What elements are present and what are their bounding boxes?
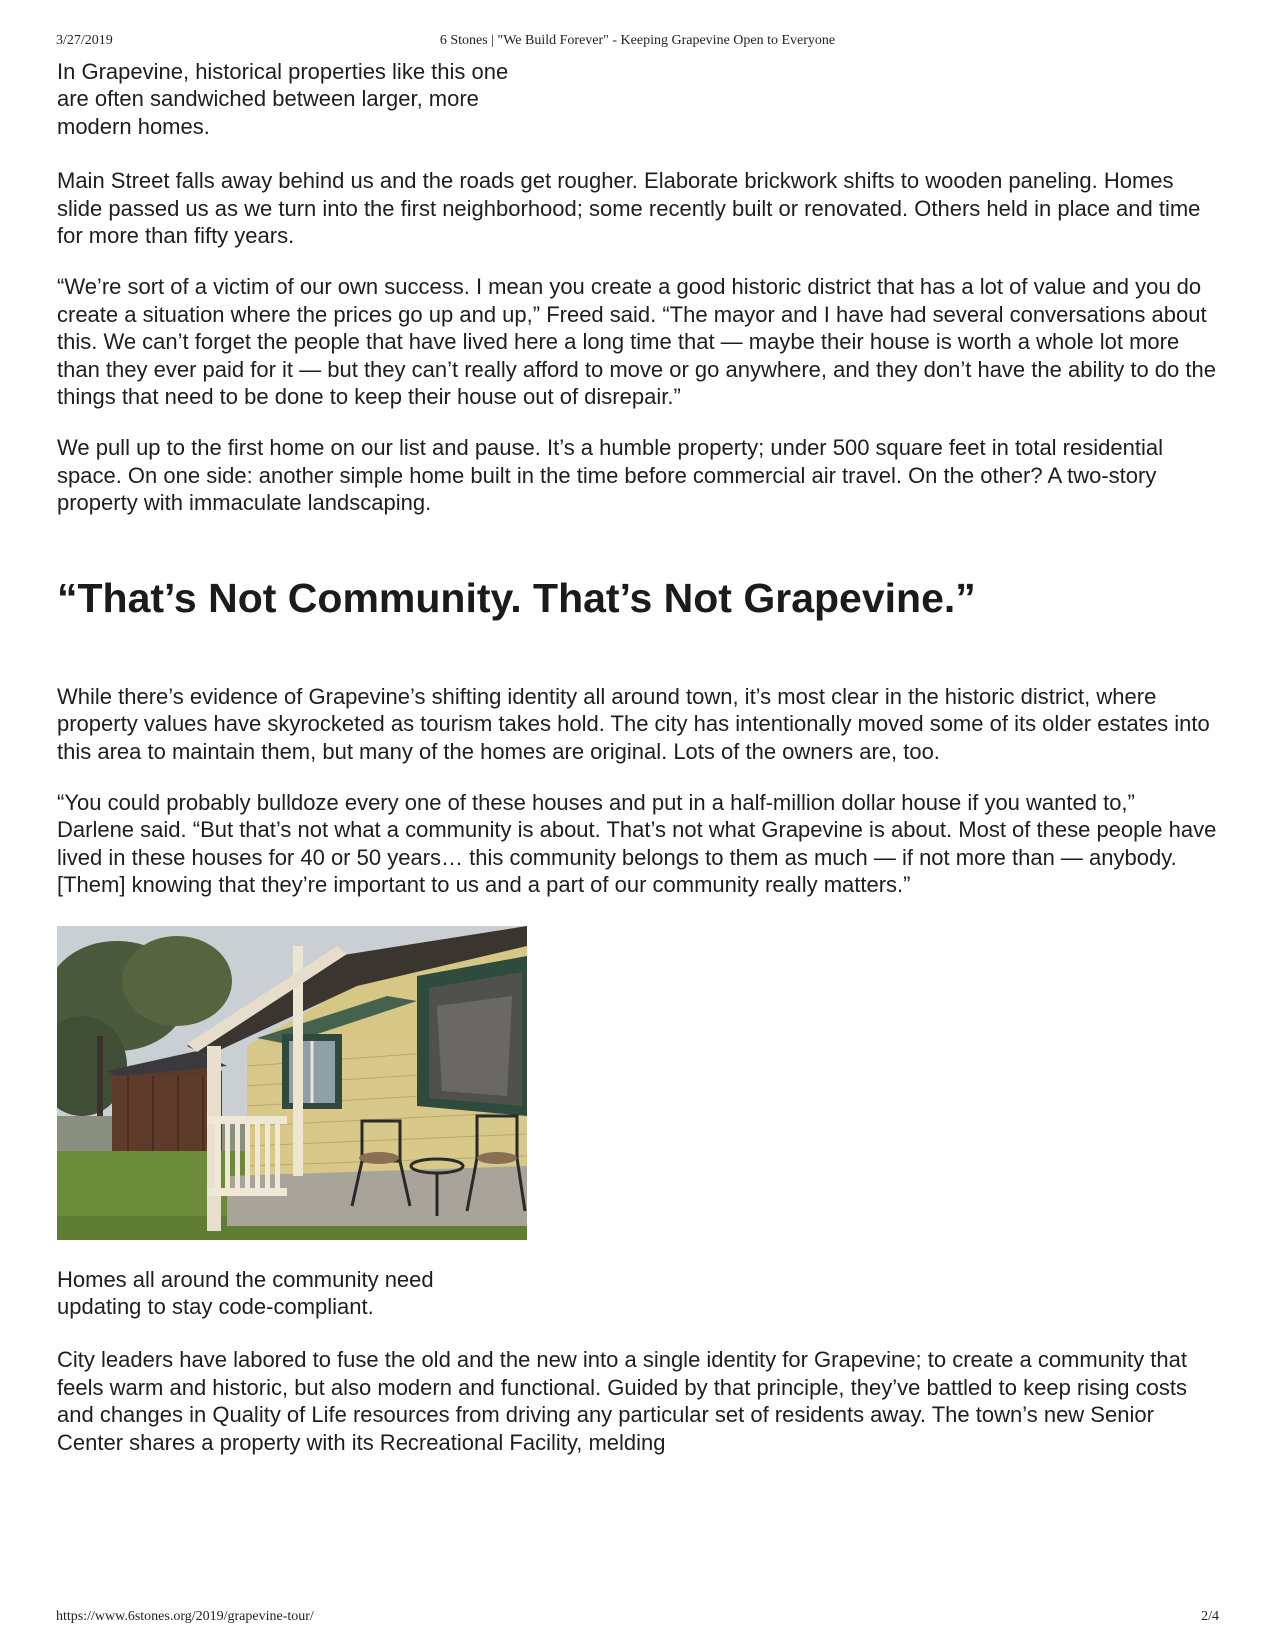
porch-photo (57, 926, 527, 1240)
photo-caption-top: In Grapevine, historical properties like this one are often sandwiched between larger, more modern homes. (57, 59, 509, 139)
section-heading: “That’s Not Community. That’s Not Grapevine.” (57, 574, 976, 621)
paragraph-darlene-quote: “You could probably bulldoze every one of these houses and put in a half-million dollar house if you wanted to,” Darlene said. “But that’s not what a community is about. That’s not what Grapevine is about. Most of these people have lived in these houses for 40 or 50 years… this community belongs to them as much — if not more than — anybody. [Them] knowing that they’re important to us and a part of our community really matters.” (57, 789, 1217, 898)
photo-caption-bottom: Homes all around the community need updating to stay code-compliant. (57, 1266, 434, 1319)
print-date: 3/27/2019 (56, 33, 113, 48)
paragraph-main-street: Main Street falls away behind us and the roads get rougher. Elaborate brickwork shifts to wooden paneling. Homes slide passed us as we turn into the first neighborhood; some recently built or renovated. Others held in place and time for more than fifty years. (57, 168, 1201, 249)
print-url: https://www.6stones.org/2019/grapevine-tour/ (56, 1609, 314, 1624)
print-page-title: 6 Stones | "We Build Forever" - Keeping Grapevine Open to Everyone (439, 33, 836, 48)
article-body (57, 58, 1217, 1456)
porch-photo-illustration (57, 926, 527, 1240)
paragraph-first-home: We pull up to the first home on our list and pause. It’s a humble property; under 500 square feet in total residential space. On one side: another simple home built in the time before commercial air travel. On the other? A two-story property with immaculate landscaping. (57, 435, 1163, 516)
print-page-number: 2/4 (1201, 1609, 1219, 1624)
paragraph-city-leaders: City leaders have labored to fuse the old and the new into a single identity for Grapevine; to create a community that feels warm and historic, but also modern and functional. Guided by that principle, they’ve battled to keep rising costs and changes in Quality of Life resources from driving any particular set of residents away. The town’s new Senior Center shares a property with its Recreational Facility, melding (57, 1347, 1187, 1455)
print-header (56, 33, 1219, 53)
paragraph-freed-quote: “We’re sort of a victim of our own success. I mean you create a good historic district that has a lot of value and you do create a situation where the prices go up and up,” Freed said. “The mayor and I have had several conversations about this. We can’t forget the people that have lived here a long time that — maybe their house is worth a whole lot more than they ever paid for it — but they can’t really afford to move or go anywhere, and they don’t have the ability to do the things that need to be done to keep their house out of disrepair.” (57, 274, 1216, 410)
print-footer (56, 1609, 1219, 1629)
paragraph-shifting-identity: While there’s evidence of Grapevine’s shifting identity all around town, it’s most clear in the historic district, where property values have skyrocketed as tourism takes hold. The city has intentionally moved some of its older estates into this area to maintain them, but many of the homes are original. Lots of the owners are, too. (57, 683, 1210, 764)
